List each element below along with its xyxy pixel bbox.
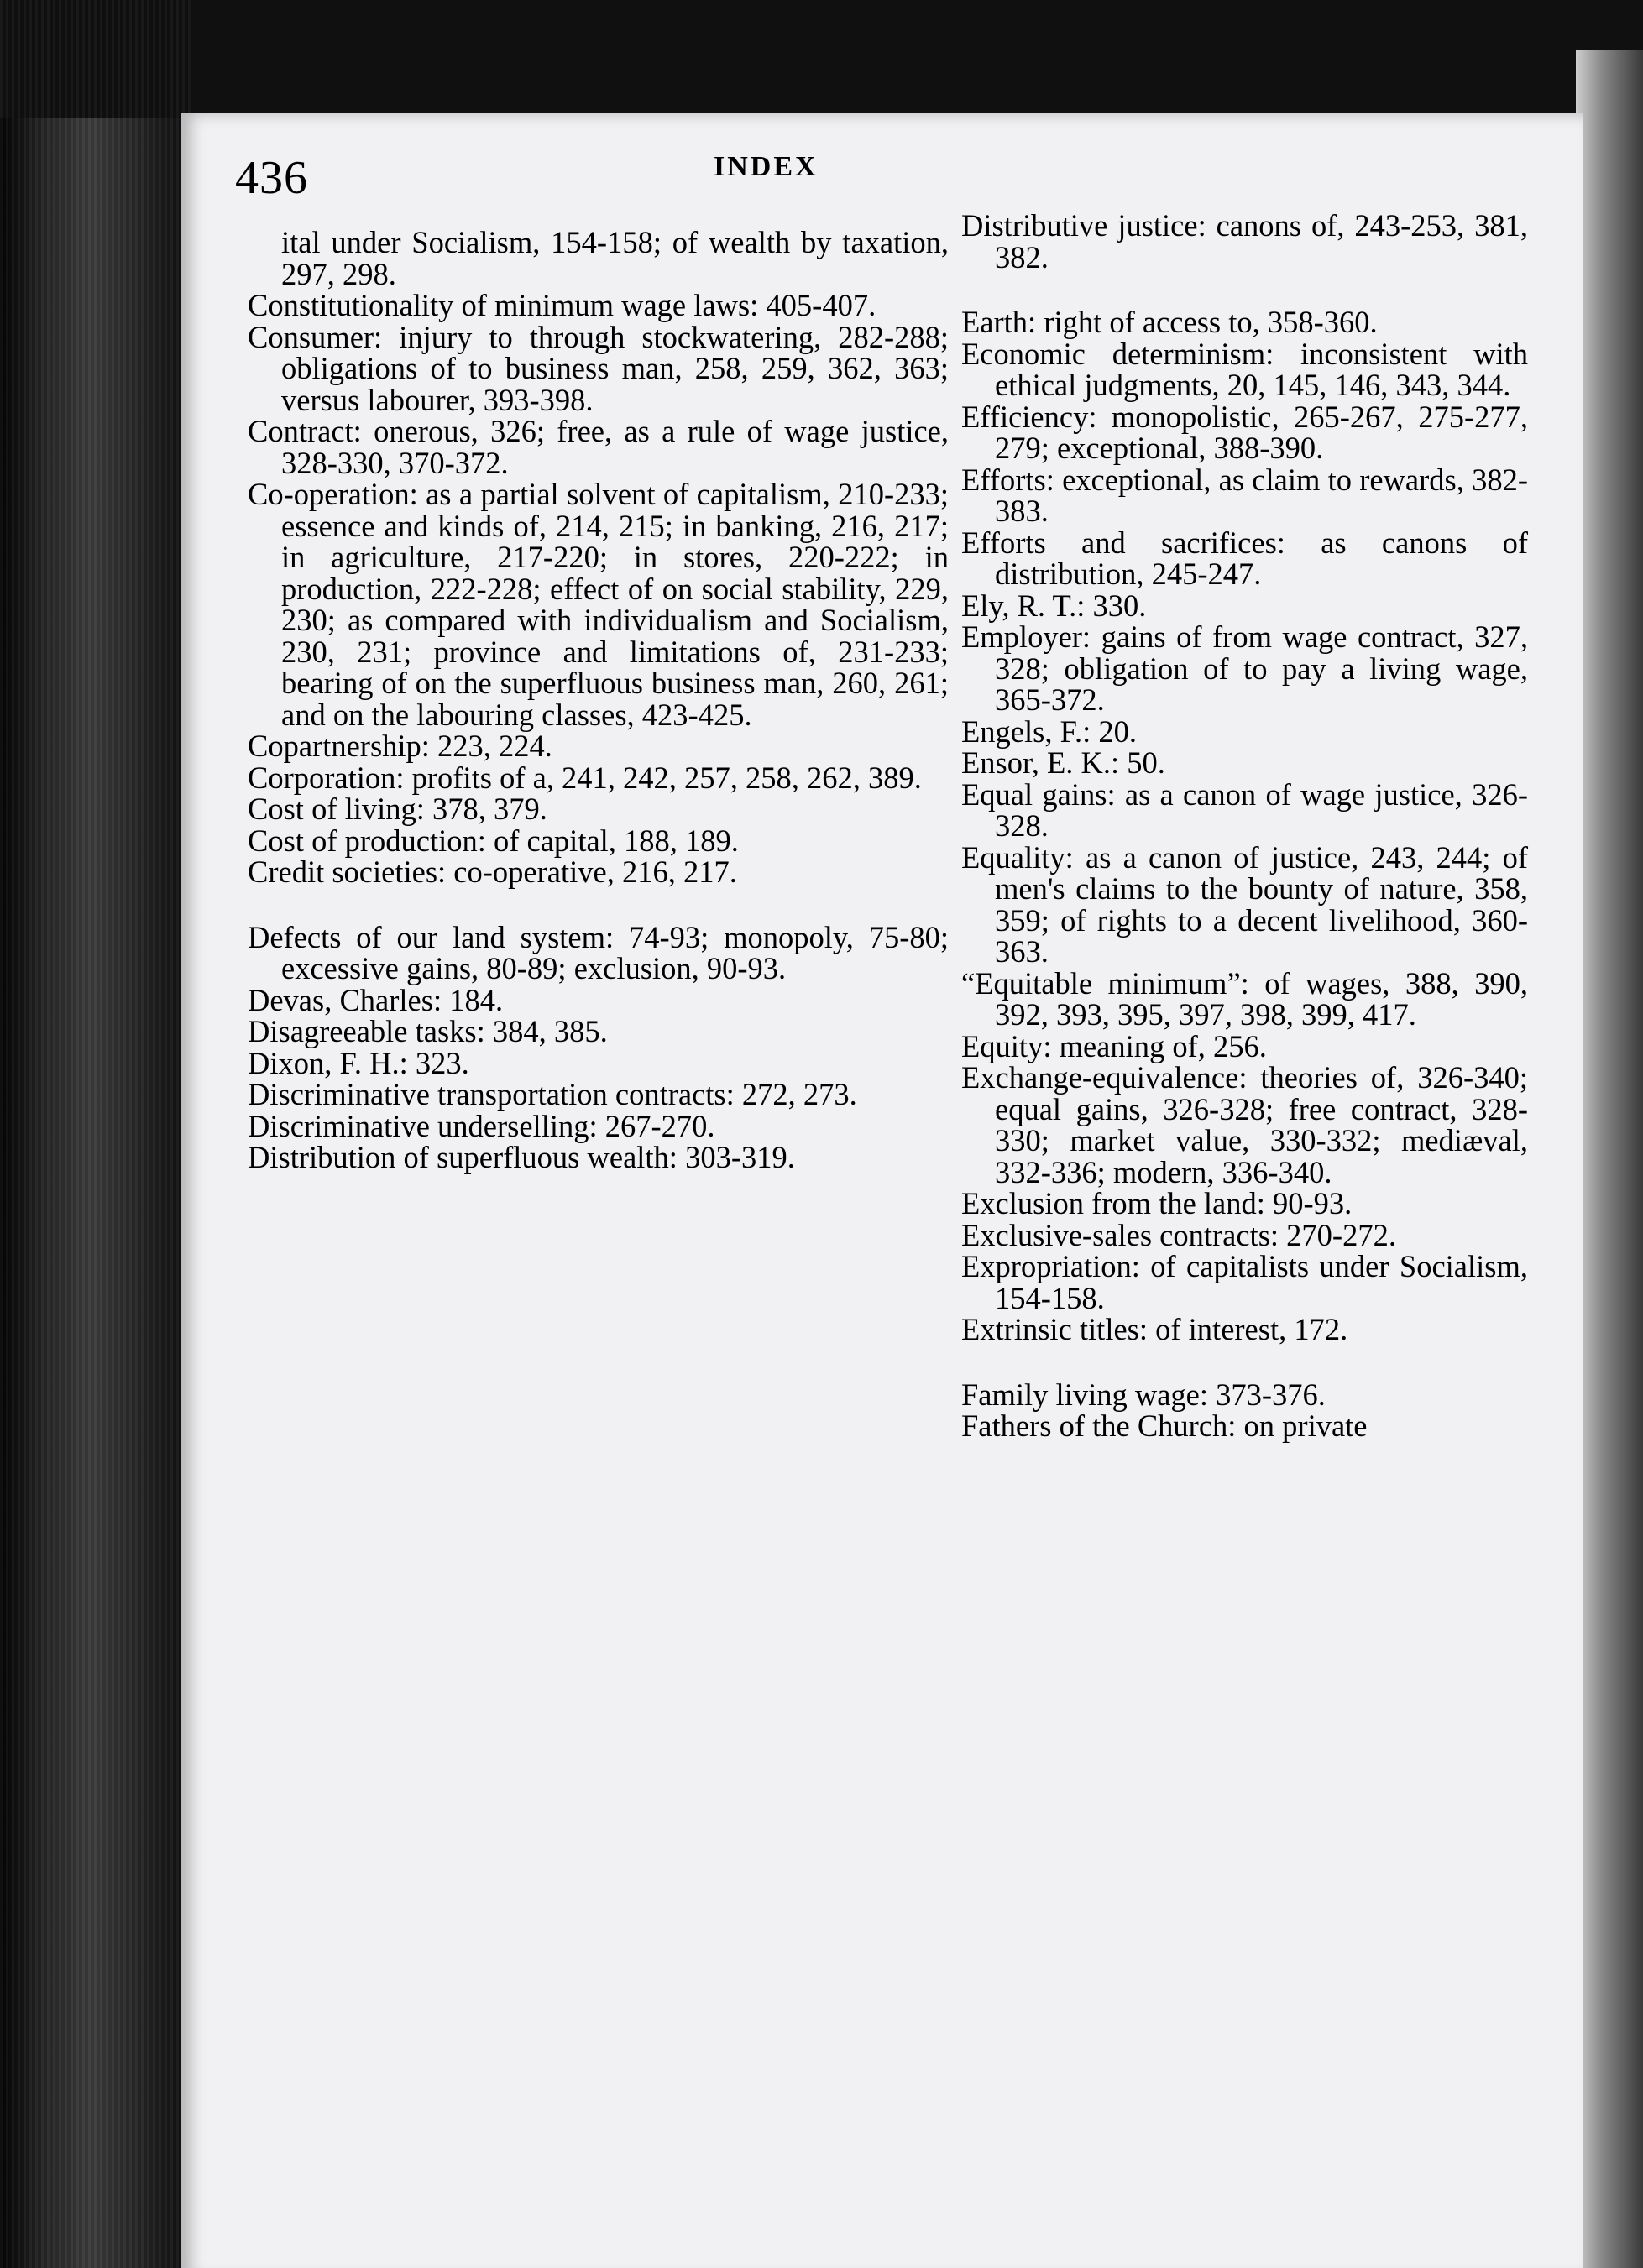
index-entry: Credit societies: co-operative, 216, 217. [248, 854, 737, 889]
entry-gap [961, 1346, 1528, 1379]
index-entry: Efforts: exceptional, as claim to rewards, 382-383. [961, 462, 1528, 528]
index-entry: Distribution of superfluous wealth: 303-319. [248, 1140, 795, 1174]
index-entry: Disagreeable tasks: 384, 385. [248, 1014, 608, 1048]
entry-gap [961, 273, 1528, 306]
index-entry: Fathers of the Church: on private [961, 1408, 1368, 1443]
index-entry: Defects of our land system: 74-93; monopoly, 75-80; excessive gains, 80-89; exclusion, 90-93. [248, 919, 949, 985]
running-head: INDEX [714, 151, 819, 182]
page-edge-right [1576, 50, 1643, 2268]
index-entry: Corporation: profits of a, 241, 242, 257, 258, 262, 389. [248, 760, 922, 795]
index-entry: Dixon, F. H.: 323. [248, 1045, 469, 1080]
index-entry: Exchange-equivalence: theories of, 326-340; equal gains, 326-328; free contract, 328-330; market value, 330-332; mediæval, 332-336; modern, 336-340. [961, 1060, 1528, 1189]
index-entry: Contract: onerous, 326; free, as a rule of wage justice, 328-330, 370-372. [248, 414, 949, 480]
index-entry: Cost of production: of capital, 188, 189. [248, 823, 739, 858]
index-entry: Engels, F.: 20. [961, 713, 1137, 749]
index-entry: Efficiency: monopolistic, 265-267, 275-277, 279; exceptional, 388-390. [961, 399, 1528, 465]
index-entry: Expropriation: of capitalists under Socialism, 154-158. [961, 1249, 1528, 1315]
index-entry: Ensor, E. K.: 50. [961, 745, 1165, 780]
index-entry: Extrinsic titles: of interest, 172. [961, 1312, 1348, 1346]
index-entry: Earth: right of access to, 358-360. [961, 305, 1378, 339]
index-entry: Exclusion from the land: 90-93. [961, 1186, 1353, 1220]
index-entry: Discriminative transportation contracts: 272, 273. [248, 1077, 857, 1111]
page-number: 436 [235, 152, 308, 204]
index-entry: Economic determinism: inconsistent with ethical judgments, 20, 145, 146, 343, 344. [961, 336, 1528, 402]
index-entry: Ely, R. T.: 330. [961, 588, 1147, 623]
index-column-right [961, 210, 1528, 1442]
index-entry: Equality: as a canon of justice, 243, 244; of men's claims to the bounty of nature, 358, 359; of rights to a decent livelihood, 360-363. [961, 839, 1528, 969]
index-entry: Distributive justice: canons of, 243-253, 381, 382. [961, 208, 1528, 274]
index-entry: Exclusive-sales contracts: 270-272. [961, 1217, 1396, 1252]
index-entry: Discriminative underselling: 267-270. [248, 1108, 715, 1143]
index-entry: ital under Socialism, 154-158; of wealth by taxation, 297, 298. [281, 225, 949, 291]
background-dark-top [0, 0, 1643, 118]
index-entry: Consumer: injury to through stockwatering, 282-288; obligations of to business man, 258, 259, 362, 363; versus labourer, 393-398. [248, 319, 949, 417]
index-entry: “Equitable minimum”: of wages, 388, 390, 392, 393, 395, 397, 398, 399, 417. [961, 965, 1528, 1032]
index-entry: Family living wage: 373-376. [961, 1377, 1326, 1412]
index-entry: Cost of living: 378, 379. [248, 792, 547, 826]
index-entry: Equal gains: as a canon of wage justice, 326-328. [961, 776, 1528, 843]
index-entry: Devas, Charles: 184. [248, 982, 504, 1017]
index-entry: Equity: meaning of, 256. [961, 1028, 1267, 1063]
index-column-left [248, 227, 949, 1173]
index-entry: Efforts and sacrifices: as canons of distribution, 245-247. [961, 525, 1528, 591]
entry-gap [248, 888, 949, 922]
book-spine [0, 0, 193, 2268]
index-entry: Constitutionality of minimum wage laws: 405-407. [248, 288, 876, 322]
index-entry: Co-operation: as a partial solvent of capitalism, 210-233; essence and kinds of, 214, 215; in banking, 216, 217; in agriculture, 217-220; in stores, 220-222; in production, 222-228; effect of on social stability, 229, 230; as compared with individualism and Socialism, 230, 231; province and limitations of, 231-233; bearing of on the superfluous business man, 260, 261; and on the labouring classes, 423-425. [248, 477, 949, 732]
index-entry: Copartnership: 223, 224. [248, 729, 552, 763]
index-entry: Employer: gains of from wage contract, 327, 328; obligation of to pay a living wage, 365-372. [961, 619, 1528, 717]
